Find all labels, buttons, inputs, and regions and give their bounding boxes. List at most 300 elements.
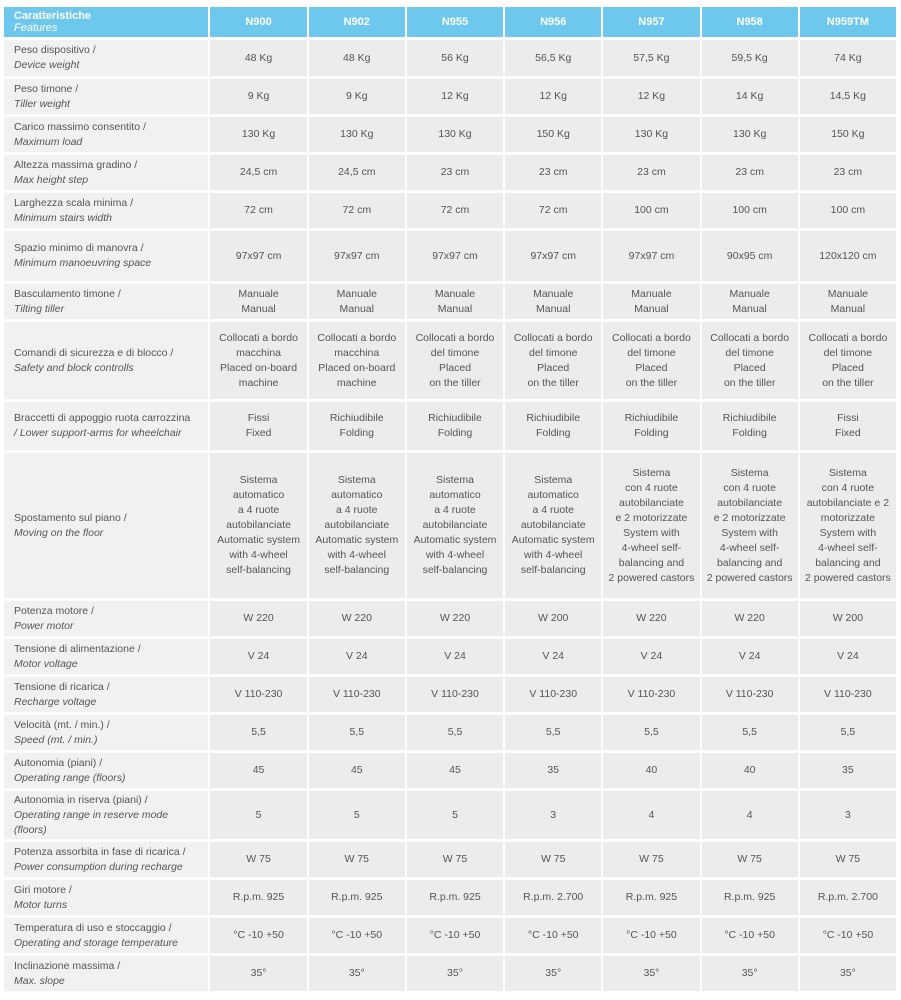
row-label-en: Moving on the floor <box>14 526 104 539</box>
value-cell <box>702 79 798 114</box>
value-line: 3 <box>550 808 557 821</box>
value-line: W 220 <box>341 612 372 624</box>
table-row <box>4 880 896 915</box>
value-line: V 110-230 <box>234 688 283 700</box>
value-line: 2 powered castors <box>608 571 695 584</box>
value-line: 45 <box>449 764 461 776</box>
value-cell <box>505 193 601 228</box>
value-line: Folding <box>732 427 767 439</box>
value-cell <box>210 79 306 114</box>
value-line: motorizzate <box>820 511 876 524</box>
value-line: 100 cm <box>634 204 669 216</box>
value-cell <box>603 193 699 228</box>
value-line: 48 Kg <box>244 51 273 64</box>
row-label-it: Giri motore / <box>14 883 72 896</box>
value-line: W 75 <box>737 853 762 865</box>
value-line: a 4 ruote <box>532 504 574 516</box>
value-line: Manuale <box>238 287 279 300</box>
value-cell <box>210 40 306 76</box>
value-line: del timone <box>528 346 578 359</box>
value-line: 56,5 Kg <box>535 51 572 64</box>
value-line: Fixed <box>835 427 861 439</box>
value-line: Fixed <box>245 427 272 439</box>
value-line: R.p.m. 925 <box>625 891 678 903</box>
value-line: Folding <box>437 427 473 439</box>
value-cell <box>505 40 601 76</box>
value-line: Automatic system <box>413 534 497 546</box>
value-cell <box>702 231 798 281</box>
value-line: Folding <box>634 427 669 439</box>
value-line: 45 <box>252 764 265 776</box>
value-line: 72 cm <box>244 204 273 216</box>
row-label-it: Temperatura di uso e stoccaggio / <box>14 921 172 934</box>
table-row <box>4 79 896 114</box>
value-line: 5 <box>452 808 458 821</box>
value-cell <box>603 639 699 674</box>
value-cell <box>407 639 503 674</box>
value-line: V 24 <box>345 650 368 662</box>
row-label <box>4 880 208 915</box>
value-cell <box>407 453 503 598</box>
value-cell <box>210 231 306 281</box>
value-cell <box>210 715 306 750</box>
value-cell <box>505 677 601 712</box>
row-label-it: Peso dispositivo / <box>14 44 96 56</box>
value-line: V 24 <box>640 650 663 662</box>
value-line: V 24 <box>444 650 466 662</box>
value-line: W 75 <box>442 853 468 865</box>
row-label-en: Max. slope <box>14 974 65 987</box>
value-line: 130 Kg <box>733 128 767 140</box>
value-cell <box>702 193 798 228</box>
value-cell <box>505 918 601 953</box>
value-line: e 2 motorizzate <box>713 511 786 524</box>
value-line: Manual <box>339 302 374 315</box>
value-line: Sistema <box>632 466 671 479</box>
value-line: 35° <box>741 967 758 979</box>
value-line: Richiudibile <box>526 412 581 424</box>
value-line: 35 <box>547 764 560 776</box>
value-line: machine <box>238 376 279 389</box>
row-label-en2: (floors) <box>14 823 47 836</box>
value-cell <box>800 715 896 750</box>
row-label <box>4 79 208 114</box>
value-line: 14 Kg <box>735 90 764 102</box>
value-cell <box>702 956 798 991</box>
row-label-it: Carico massimo consentito / <box>14 120 146 133</box>
value-line: with 4-wheel <box>524 549 583 561</box>
value-cell <box>309 284 405 319</box>
value-line: Richiudibile <box>722 412 777 424</box>
value-line: 35° <box>447 967 463 979</box>
value-line: Manuale <box>631 287 672 300</box>
features-table <box>2 4 898 994</box>
value-line: Placed <box>831 361 864 374</box>
value-line: with 4-wheel <box>425 549 485 561</box>
row-label-en: Operating and storage temperature <box>14 936 179 949</box>
value-cell <box>800 231 896 281</box>
value-line: 40 <box>645 764 658 776</box>
value-line: 3 <box>844 808 851 821</box>
value-line: Manual <box>241 302 276 315</box>
value-cell <box>407 677 503 712</box>
value-cell <box>210 918 306 953</box>
value-cell <box>800 402 896 450</box>
value-cell <box>505 880 601 915</box>
value-line: autobilanciate <box>422 519 488 531</box>
value-line: Manuale <box>827 287 869 300</box>
value-cell <box>505 715 601 750</box>
table-body <box>4 40 896 991</box>
value-cell <box>603 601 699 636</box>
value-cell <box>505 791 601 839</box>
value-cell <box>309 40 405 76</box>
value-cell <box>800 956 896 991</box>
value-cell <box>603 402 699 450</box>
value-line: del timone <box>725 346 774 359</box>
value-line: W 220 <box>636 612 667 624</box>
row-label <box>4 402 208 450</box>
value-line: °C -10 +50 <box>429 929 481 941</box>
value-cell <box>309 791 405 839</box>
value-line: 23 cm <box>735 166 764 178</box>
value-line: Manual <box>634 302 669 315</box>
value-line: W 220 <box>243 612 274 624</box>
value-line: 40 <box>743 764 756 776</box>
value-line: on the tiller <box>527 376 579 389</box>
value-line: autobilanciate e 2 <box>806 496 890 509</box>
row-label-it: Altezza massima gradino / <box>14 158 138 171</box>
value-cell <box>309 402 405 450</box>
row-label-en: Device weight <box>14 59 80 71</box>
model-header: N958 <box>702 7 798 37</box>
value-line: 74 Kg <box>834 51 862 64</box>
value-line: Sistema <box>337 474 376 486</box>
value-line: on the tiller <box>723 376 776 389</box>
row-label-it: Peso timone / <box>14 82 79 95</box>
value-line: self-balancing <box>520 564 586 576</box>
value-line: System with <box>721 526 778 539</box>
value-line: V 110-230 <box>529 688 578 700</box>
value-line: V 24 <box>837 650 859 662</box>
value-cell <box>603 956 699 991</box>
row-label-en: Safety and block controlls <box>14 361 134 374</box>
value-line: W 75 <box>540 853 566 865</box>
value-cell <box>603 79 699 114</box>
value-line: 130 Kg <box>241 128 276 140</box>
value-cell <box>603 40 699 76</box>
value-line: self-balancing <box>226 564 291 576</box>
value-cell <box>309 453 405 598</box>
value-line: 35° <box>839 967 856 979</box>
table-row <box>4 402 896 450</box>
value-line: del timone <box>823 346 873 359</box>
value-line: V 110-230 <box>725 688 774 700</box>
value-line: °C -10 +50 <box>233 929 284 941</box>
value-cell <box>407 918 503 953</box>
value-line: °C -10 +50 <box>527 929 579 941</box>
model-header: N900 <box>210 7 306 37</box>
model-header: N959TM <box>800 7 896 37</box>
value-line: machine <box>336 376 377 389</box>
value-cell <box>505 956 601 991</box>
value-line: W 75 <box>246 853 271 865</box>
row-label-it: Basculamento timone / <box>14 287 121 300</box>
table-row <box>4 791 896 839</box>
row-label <box>4 715 208 750</box>
value-line: W 75 <box>639 853 664 865</box>
value-line: Manuale <box>533 287 574 300</box>
value-cell <box>603 715 699 750</box>
value-line: 5,5 <box>349 726 365 738</box>
row-label-en: Minimum stairs width <box>14 211 113 224</box>
row-label <box>4 918 208 953</box>
value-cell <box>800 677 896 712</box>
value-cell <box>603 155 699 190</box>
value-cell <box>505 753 601 788</box>
value-line: 97x97 cm <box>530 249 576 262</box>
value-line: 97x97 cm <box>628 249 675 262</box>
value-cell <box>800 284 896 319</box>
value-line: W 200 <box>832 612 864 624</box>
value-line: 23 cm <box>833 166 863 178</box>
value-line: Manuale <box>336 287 377 300</box>
value-cell <box>210 639 306 674</box>
row-label <box>4 322 208 399</box>
value-line: 97x97 cm <box>432 249 478 262</box>
value-cell <box>407 231 503 281</box>
value-cell <box>702 453 798 598</box>
value-cell <box>505 284 601 319</box>
features-header-it: Caratteristiche <box>14 10 92 22</box>
value-line: Placed <box>537 361 570 374</box>
value-line: W 75 <box>835 853 861 865</box>
value-line: 72 cm <box>440 204 470 216</box>
value-cell <box>800 842 896 877</box>
value-line: 97x97 cm <box>334 249 380 262</box>
value-cell <box>407 842 503 877</box>
value-cell <box>407 601 503 636</box>
value-cell <box>210 193 306 228</box>
row-label <box>4 677 208 712</box>
value-cell <box>309 193 405 228</box>
value-line: automatico <box>331 489 383 501</box>
value-line: Collocati a bordo <box>219 331 298 344</box>
value-line: 130 Kg <box>438 128 472 140</box>
value-cell <box>309 956 405 991</box>
model-header: N955 <box>407 7 503 37</box>
value-line: autobilanciate <box>619 496 684 509</box>
value-line: autobilanciate <box>226 519 291 531</box>
value-line: W 220 <box>734 612 765 624</box>
value-line: 4 <box>746 808 753 821</box>
row-label <box>4 231 208 281</box>
value-line: V 110-230 <box>332 688 381 700</box>
row-label-it: Tensione di alimentazione / <box>14 642 141 655</box>
value-line: automatico <box>527 489 579 501</box>
value-line: 48 Kg <box>343 51 371 64</box>
row-label-en: Max height step <box>14 173 89 186</box>
row-label-en: Power motor <box>14 619 74 632</box>
value-cell <box>210 322 306 399</box>
row-label-en: Speed (mt. / min.) <box>14 733 98 746</box>
value-cell <box>800 639 896 674</box>
value-line: R.p.m. 925 <box>429 891 481 903</box>
row-label-it: Velocità (mt. / min.) / <box>14 718 110 731</box>
value-line: con 4 ruote <box>821 481 875 494</box>
value-cell <box>603 453 699 598</box>
value-line: 5,5 <box>742 726 757 738</box>
value-cell <box>702 284 798 319</box>
model-header: N957 <box>603 7 699 37</box>
value-line: Sistema <box>730 466 769 479</box>
value-line: R.p.m. 2.700 <box>523 891 584 903</box>
value-line: with 4-wheel <box>327 549 386 561</box>
row-label <box>4 155 208 190</box>
features-header <box>4 7 208 37</box>
value-line: a 4 ruote <box>434 504 476 516</box>
value-line: R.p.m. 925 <box>232 891 285 903</box>
value-line: °C -10 +50 <box>724 929 775 941</box>
value-line: 5 <box>255 808 262 821</box>
value-line: 100 cm <box>732 204 767 216</box>
value-line: 24,5 cm <box>338 166 376 178</box>
value-line: Collocati a bordo <box>415 331 495 344</box>
table-row <box>4 155 896 190</box>
row-label-en: Operating range in reserve mode <box>14 808 169 821</box>
value-line: Folding <box>535 427 571 439</box>
value-cell <box>603 918 699 953</box>
value-cell <box>702 880 798 915</box>
value-line: 130 Kg <box>340 128 374 140</box>
value-line: °C -10 +50 <box>822 929 874 941</box>
value-cell <box>210 842 306 877</box>
value-line: Sistema <box>828 466 867 479</box>
value-line: 23 cm <box>440 166 470 178</box>
table-row <box>4 322 896 399</box>
value-line: 23 cm <box>538 166 568 178</box>
row-label-it: Inclinazione massima / <box>14 959 121 972</box>
row-label <box>4 956 208 991</box>
value-cell <box>210 284 306 319</box>
row-label-en: Motor voltage <box>14 657 78 670</box>
value-line: Automatic system <box>511 534 595 546</box>
value-cell <box>603 231 699 281</box>
value-cell <box>210 677 306 712</box>
value-line: 9 Kg <box>247 90 270 102</box>
value-line: self-balancing <box>422 564 488 576</box>
value-cell <box>309 231 405 281</box>
value-line: e 2 motorizzate <box>615 511 688 524</box>
row-label-en: Minimum manoeuvring space <box>14 257 152 269</box>
value-line: 150 Kg <box>536 128 570 140</box>
value-line: 120x120 cm <box>819 249 877 262</box>
value-line: 72 cm <box>342 204 372 216</box>
table-row <box>4 842 896 877</box>
table-row <box>4 231 896 281</box>
value-line: Placed <box>438 361 472 374</box>
value-cell <box>407 40 503 76</box>
row-label-it: Potenza motore / <box>14 604 94 617</box>
value-cell <box>603 880 699 915</box>
value-line: 56 Kg <box>441 51 469 64</box>
row-label <box>4 453 208 598</box>
value-line: 5,5 <box>545 726 561 738</box>
value-cell <box>407 402 503 450</box>
header-row <box>4 7 896 37</box>
value-line: 4-wheel self- <box>719 541 780 554</box>
row-label-it: Larghezza scala minima / <box>14 196 134 209</box>
row-label-it: Tensione di ricarica / <box>14 680 110 693</box>
value-line: Fissi <box>837 412 859 424</box>
value-cell <box>702 117 798 152</box>
value-line: V 110-230 <box>431 688 479 700</box>
value-line: 24,5 cm <box>239 166 278 178</box>
value-cell <box>603 753 699 788</box>
value-line: Folding <box>339 427 374 439</box>
value-line: macchina <box>236 346 282 359</box>
value-cell <box>800 880 896 915</box>
value-line: del timone <box>430 346 480 359</box>
value-cell <box>505 639 601 674</box>
value-line: 4-wheel self- <box>621 541 682 554</box>
value-cell <box>309 880 405 915</box>
value-line: 5 <box>353 808 360 821</box>
value-line: balancing and <box>815 556 881 569</box>
value-line: W 200 <box>538 612 569 624</box>
value-cell <box>210 402 306 450</box>
value-line: V 24 <box>542 650 565 662</box>
value-cell <box>505 402 601 450</box>
value-line: Collocati a bordo <box>808 331 888 344</box>
value-cell <box>407 791 503 839</box>
row-label-en: Power consumption during recharge <box>14 860 183 873</box>
value-line: 35° <box>250 967 267 979</box>
value-line: Manual <box>437 302 473 315</box>
row-label-en: Tilting tiller <box>14 302 65 315</box>
model-header: N902 <box>309 7 405 37</box>
value-line: automatico <box>232 489 285 501</box>
value-cell <box>309 715 405 750</box>
value-cell <box>702 918 798 953</box>
value-cell <box>407 193 503 228</box>
row-label <box>4 639 208 674</box>
table-row <box>4 677 896 712</box>
value-cell <box>210 956 306 991</box>
value-line: R.p.m. 925 <box>723 891 776 903</box>
value-line: autobilanciate <box>520 519 586 531</box>
value-cell <box>702 155 798 190</box>
value-cell <box>309 639 405 674</box>
value-line: Richiudibile <box>428 412 482 424</box>
features-header-en: Features <box>14 22 58 34</box>
value-cell <box>800 918 896 953</box>
value-cell <box>210 453 306 598</box>
value-line: 130 Kg <box>634 128 669 140</box>
value-line: con 4 ruote <box>723 481 776 494</box>
row-label-en: Maximum load <box>14 135 83 148</box>
value-cell <box>309 842 405 877</box>
value-line: 14,5 Kg <box>829 90 866 102</box>
value-cell <box>210 117 306 152</box>
value-line: Manual <box>830 302 866 315</box>
table-row <box>4 601 896 636</box>
value-line: V 24 <box>738 650 761 662</box>
value-line: 4-wheel self- <box>818 541 878 554</box>
model-header: N956 <box>505 7 601 37</box>
row-label-it: Braccetti di appoggio ruota carrozzina <box>14 412 191 424</box>
value-line: self-balancing <box>324 564 390 576</box>
